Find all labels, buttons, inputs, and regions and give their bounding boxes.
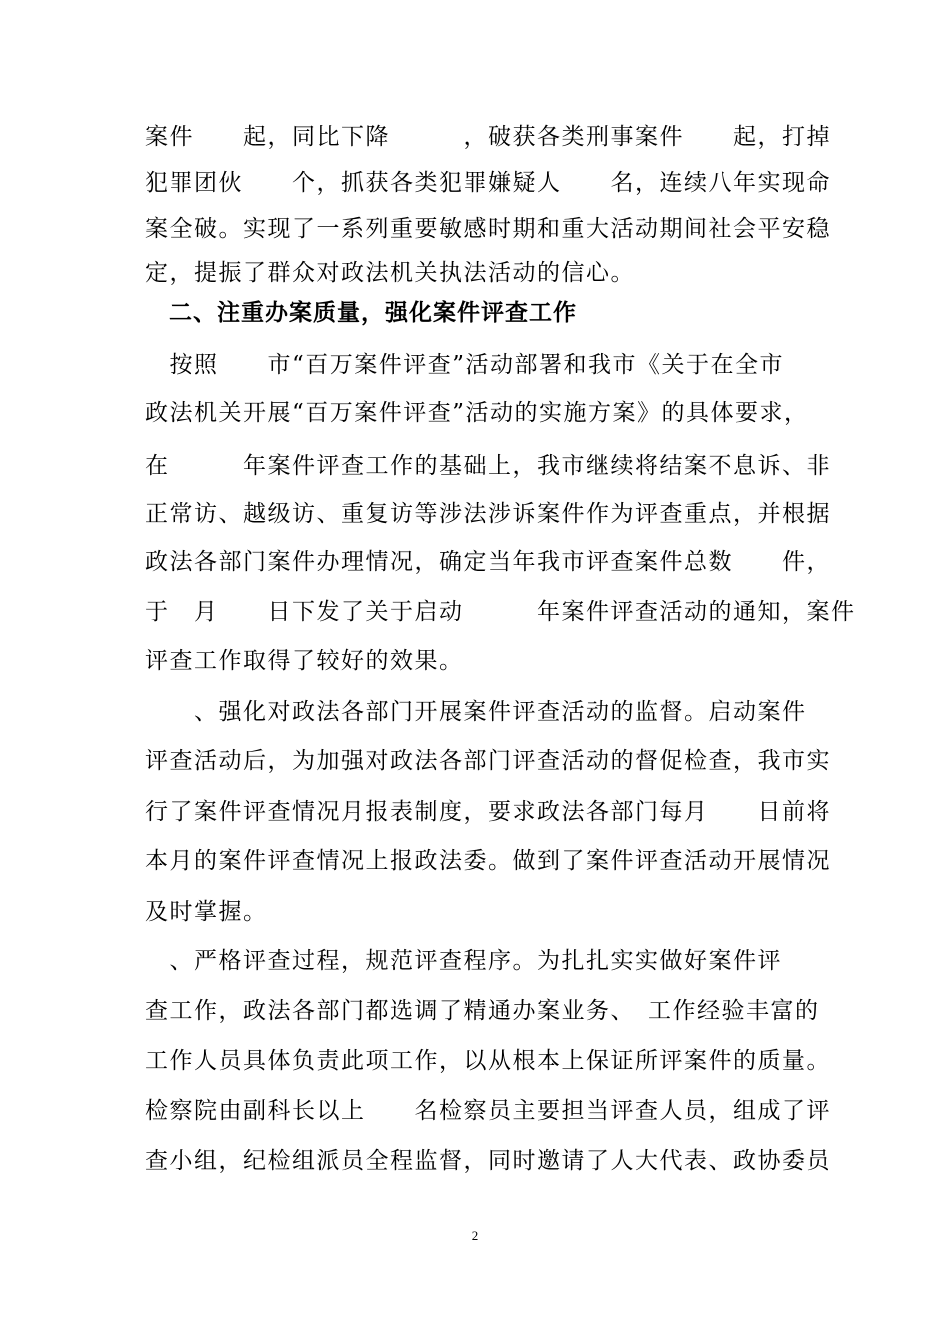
body-text-line: 于 月 日下发了关于启动 年案件评查活动的通知，案件 — [145, 599, 856, 625]
body-text-line: 按照 市“百万案件评查”活动部署和我市《关于在全市 — [145, 352, 785, 378]
body-text-line: 、强化对政法各部门开展案件评查活动的监督。启动案件 — [145, 699, 807, 725]
page-number: 2 — [471, 1228, 479, 1243]
body-text-line: 工作人员具体负责此项工作，以从根本上保证所评案件的质量。 — [145, 1048, 831, 1074]
body-text-line: 案全破。实现了一系列重要敏感时期和重大活动期间社会平安稳 — [145, 216, 831, 242]
section-heading: 二、注重办案质量，强化案件评查工作 — [145, 300, 577, 326]
body-text-line: 查工作，政法各部门都选调了精通办案业务、 工作经验丰富的 — [145, 998, 820, 1024]
body-text-line: 及时掌握。 — [145, 899, 268, 925]
body-text-line: 、严格评查过程，规范评查程序。为扎扎实实做好案件评 — [145, 948, 782, 974]
body-text-line: 定，提振了群众对政法机关执法活动的信心。 — [145, 260, 635, 286]
body-text-line: 政法机关开展“百万案件评查”活动的实施方案》的具体要求， — [145, 400, 809, 426]
body-text-line: 行了案件评查情况月报表制度，要求政法各部门每月 日前将 — [145, 799, 831, 825]
body-text-line: 案件 起，同比下降 ，破获各类刑事案件 起，打掉 — [145, 124, 831, 150]
body-text-line: 正常访、越级访、重复访等涉法涉诉案件作为评查重点，并根据 — [145, 501, 831, 527]
body-text-line: 检察院由副科长以上 名检察员主要担当评查人员，组成了评 — [145, 1098, 831, 1124]
body-text-line: 本月的案件评查情况上报政法委。做到了案件评查活动开展情况 — [145, 848, 831, 874]
body-text-line: 犯罪团伙 个，抓获各类犯罪嫌疑人 名，连续八年实现命 — [145, 170, 831, 196]
body-text-line: 查小组，纪检组派员全程监督，同时邀请了人大代表、政协委员 — [145, 1148, 831, 1174]
body-text-line: 评查活动后，为加强对政法各部门评查活动的督促检查，我市实 — [145, 748, 831, 774]
body-text-line: 政法各部门案件办理情况，确定当年我市评查案件总数 件， — [145, 549, 831, 575]
body-text-line: 评查工作取得了较好的效果。 — [145, 648, 464, 674]
body-text-line: 在 年案件评查工作的基础上，我市继续将结案不息诉、非 — [145, 453, 831, 479]
